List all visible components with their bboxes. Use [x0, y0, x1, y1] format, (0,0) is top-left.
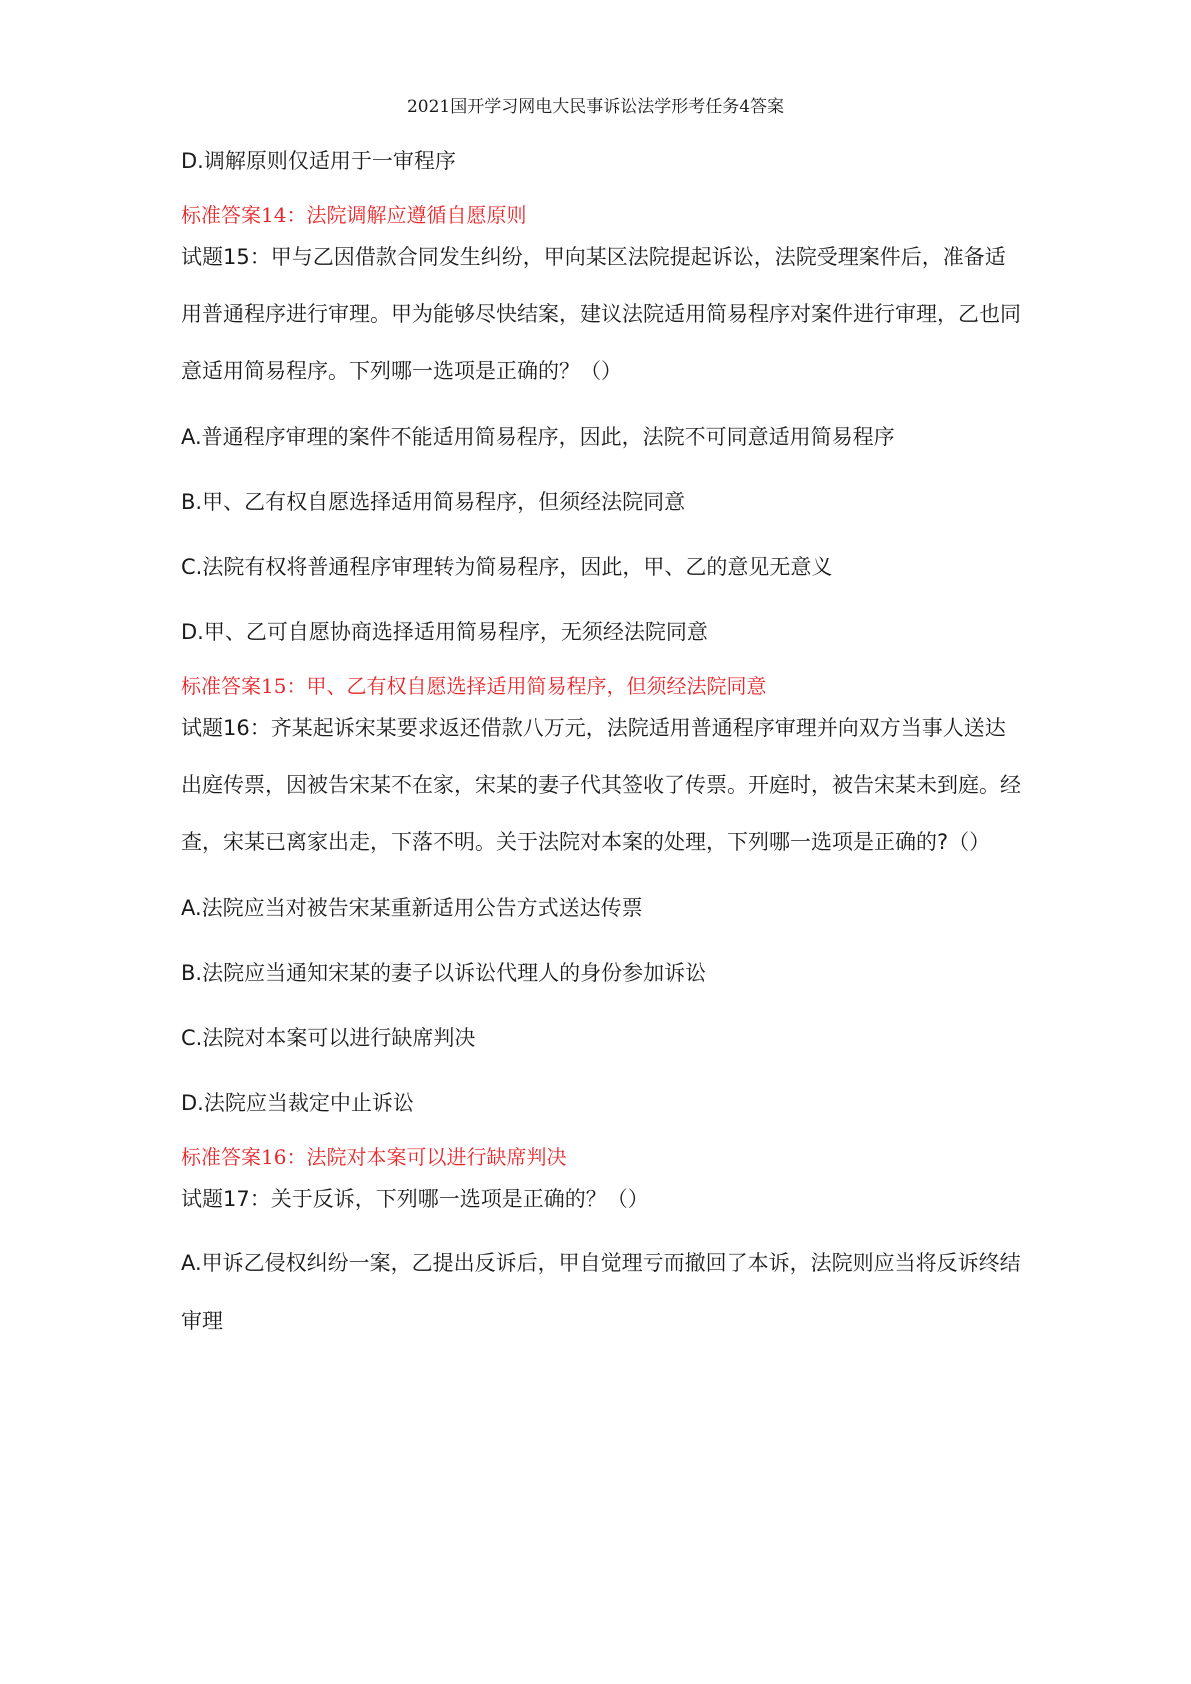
q15-stem-line-3: 意适用简易程序。下列哪一选项是正确的？（）: [181, 359, 622, 383]
q15-option-a: A.普通程序审理的案件不能适用简易程序，因此，法院不可同意适用简易程序: [181, 425, 895, 449]
q16-stem-line-2: 出庭传票，因被告宋某不在家，宋某的妻子代其签收了传票。开庭时，被告宋某未到庭。经: [181, 773, 1021, 797]
q16-option-c: C.法院对本案可以进行缺席判决: [181, 1026, 476, 1050]
page-header-title: 2021国开学习网电大民事诉讼法学形考任务4答案: [406, 97, 785, 117]
q16-option-a: A.法院应当对被告宋某重新适用公告方式送达传票: [181, 896, 643, 920]
answer-15: 标准答案15：甲、乙有权自愿选择适用简易程序，但须经法院同意: [181, 674, 767, 698]
q16-option-b: B.法院应当通知宋某的妻子以诉讼代理人的身份参加诉讼: [181, 961, 707, 985]
q17-stem-line-1: 试题17：关于反诉，下列哪一选项是正确的？（）: [181, 1187, 649, 1211]
q15-stem-line-1: 试题15：甲与乙因借款合同发生纠纷，甲向某区法院提起诉讼，法院受理案件后，准备适: [181, 245, 1006, 269]
q15-option-d: D.甲、乙可自愿协商选择适用简易程序，无须经法院同意: [181, 620, 708, 644]
answer-14: 标准答案14：法院调解应遵循自愿原则: [181, 203, 527, 227]
q14-option-d: D.调解原则仅适用于一审程序: [181, 149, 456, 173]
q15-option-b: B.甲、乙有权自愿选择适用简易程序，但须经法院同意: [181, 490, 686, 514]
q15-option-c: C.法院有权将普通程序审理转为简易程序，因此，甲、乙的意见无意义: [181, 555, 833, 579]
q17-option-a-line-1: A.甲诉乙侵权纠纷一案，乙提出反诉后，甲自觉理亏而撤回了本诉，法院则应当将反诉终结: [181, 1251, 1021, 1275]
q16-stem-line-1: 试题16：齐某起诉宋某要求返还借款八万元，法院适用普通程序审理并向双方当事人送达: [181, 716, 1006, 740]
q15-stem-line-2: 用普通程序进行审理。甲为能够尽快结案，建议法院适用简易程序对案件进行审理，乙也同: [181, 302, 1021, 326]
q17-option-a-line-2: 审理: [181, 1309, 223, 1333]
q16-option-d: D.法院应当裁定中止诉讼: [181, 1091, 414, 1115]
q16-stem-line-3: 查，宋某已离家出走，下落不明。关于法院对本案的处理，下列哪一选项是正确的?（）: [181, 830, 991, 854]
answer-16: 标准答案16：法院对本案可以进行缺席判决: [181, 1145, 567, 1169]
